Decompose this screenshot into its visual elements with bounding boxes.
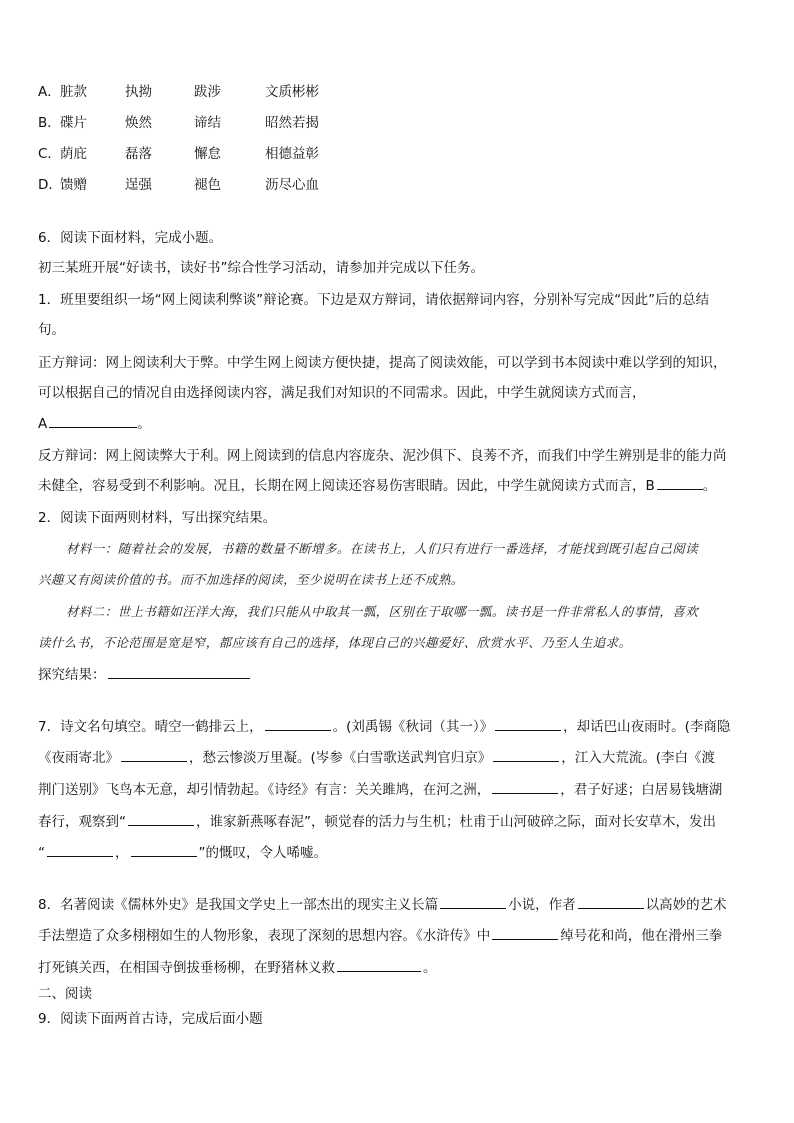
option-word-2: 逞强	[125, 177, 152, 193]
option-word-1: 碟片	[60, 115, 87, 131]
option-label: C．	[38, 146, 61, 162]
result-input[interactable]	[108, 666, 250, 679]
q8-text: 8．名著阅读《儒林外史》是我国文学史上一部杰出的现实主义长篇	[38, 897, 439, 913]
q7-text: ，	[115, 845, 129, 861]
q6-con-line1: 反方辩词：网上阅读弊大于利。网上阅读到的信息内容庞杂、泥沙俱下、良莠不齐，而我们中学生辨别是非的能力尚	[38, 448, 727, 464]
q6-task1-line1: 1．班里要组织一场“网上阅读利弊谈”辩论赛。下边是双方辩词，请依据辩词内容，分别补写完成“因此”后的总结	[38, 292, 710, 308]
q7-text: ，君子好逑；白居易钱塘湖	[560, 782, 723, 798]
q7-text: ”的慨叹，令人唏嘘。	[198, 845, 327, 861]
material-1-line2: 兴趣又有阅读价值的书。而不加选择的阅读，至少说明在读书上还不成熟。	[38, 572, 464, 587]
option-label: D．	[38, 177, 62, 193]
q7-blank-5[interactable]	[492, 781, 558, 794]
q7-line4	[38, 813, 760, 831]
q7-text: ，江入大荒流。(李白《渡	[561, 750, 716, 766]
q6-pro-line2: 可以根据自己的情况自由选择阅读内容，满足我们对知识的不同需求。因此，中学生就阅读方式而言，	[38, 385, 646, 401]
q7-text: 。(刘禹锡《秋词（其一）》	[332, 719, 494, 735]
q7-text: ，却话巴山夜雨时。(李商隐	[563, 719, 731, 735]
q6-result-line	[38, 666, 760, 684]
option-word-1: 荫庇	[60, 146, 87, 162]
option-word-3: 褪色	[194, 177, 221, 193]
q9-title: 9．阅读下面两首古诗，完成后面小题	[38, 1011, 263, 1027]
q7-text: ，谁家新燕啄春泥”，顿觉春的活力与生机；杜甫于山河破碎之际，面对长安草木，发出	[196, 814, 716, 830]
option-word-1: 馈赠	[60, 177, 87, 193]
q6-title: 6．阅读下面材料，完成小题。	[38, 230, 223, 246]
option-word-2: 焕然	[125, 115, 152, 131]
option-word-2: 执拗	[125, 84, 152, 100]
q8-blank-2[interactable]	[578, 896, 644, 909]
q7-text: 7．诗文名句填空。晴空一鹤排云上，	[38, 719, 263, 735]
q6-pro-line1: 正方辩词：网上阅读利大于弊。中学生网上阅读方便快捷，提高了阅读效能，可以学到书本阅读中难以学到的知识，	[38, 355, 727, 371]
blank-a-input[interactable]	[49, 415, 137, 428]
option-label: B．	[38, 115, 61, 131]
material-2-line2: 读什么书，不论范围是宽是窄，都应该有自己的选择，体现自己的兴趣爱好、欣赏水平、乃至人生追求。	[38, 635, 632, 650]
material-2-line1: 材料二：世上书籍如汪洋大海，我们只能从中取其一瓢，区别在于取哪一瓢。读书是一件非常私人的事情，喜欢	[66, 604, 699, 619]
q6-task1-line2: 句。	[38, 322, 65, 338]
option-word-4: 文质彬彬	[265, 84, 319, 100]
q7-blank-3[interactable]	[121, 749, 187, 762]
q6-intro: 初三某班开展“好读书，读好书”综合性学习活动，请参加并完成以下任务。	[38, 260, 484, 276]
q7-line5	[38, 844, 760, 862]
blank-a-end: 。	[137, 416, 151, 432]
option-word-3: 跋涉	[194, 84, 221, 100]
q8-line3	[38, 959, 760, 977]
q8-line1	[38, 896, 760, 914]
q7-line2	[38, 749, 760, 767]
option-word-1: 脏款	[60, 84, 87, 100]
q8-text: 。	[423, 960, 437, 976]
q6-blank-a-line	[38, 415, 760, 433]
q8-text: 打死镇关西，在相国寺倒拔垂杨柳，在野猪林义救	[38, 960, 335, 976]
q8-blank-3[interactable]	[492, 927, 558, 940]
q7-text: “	[38, 845, 45, 861]
q8-text: 绰号花和尚，他在滑州三拳	[560, 928, 723, 944]
q7-blank-7[interactable]	[47, 844, 113, 857]
q7-blank-2[interactable]	[495, 718, 561, 731]
q7-blank-4[interactable]	[493, 749, 559, 762]
option-word-2: 磊落	[125, 146, 152, 162]
q8-blank-1[interactable]	[440, 896, 506, 909]
result-label: 探究结果：	[38, 667, 106, 683]
q7-blank-8[interactable]	[131, 844, 197, 857]
option-word-3: 懈怠	[194, 146, 221, 162]
q7-line1	[38, 718, 760, 736]
q8-text: 以高妙的艺术	[645, 897, 727, 913]
material-1-line1: 材料一：随着社会的发展，书籍的数量不断增多。在读书上，人们只有进行一番选择，才能找到既引起自己阅读	[66, 541, 699, 556]
option-word-4: 沥尽心血	[265, 177, 319, 193]
blank-a-label: A	[38, 416, 48, 432]
option-word-4: 昭然若揭	[265, 115, 319, 131]
option-word-4: 相德益彰	[265, 146, 319, 162]
q7-text: 春行，观察到“	[38, 814, 126, 830]
q6-task2: 2．阅读下面两则材料，写出探究结果。	[38, 510, 277, 526]
option-word-3: 谛结	[194, 115, 221, 131]
option-label: A．	[38, 84, 61, 100]
q7-text: ，愁云惨淡万里凝。(岑参《白雪歌送武判官归京》	[189, 750, 492, 766]
q7-line3	[38, 781, 760, 799]
q8-line2	[38, 927, 760, 945]
q8-text: 小说，作者	[508, 897, 576, 913]
blank-b-input[interactable]	[657, 477, 703, 490]
section-2-heading: 二、阅读	[38, 986, 92, 1002]
q7-text: 《夜雨寄北》	[38, 750, 119, 766]
q7-text: 荆门送别》飞鸟本无意，却引情勃起。《诗经》有言：关关雎鸠，在河之洲，	[38, 782, 491, 798]
con-line2-end: 。	[702, 478, 717, 494]
q7-blank-1[interactable]	[265, 718, 331, 731]
q8-text: 手法塑造了众多栩栩如生的人物形象，表现了深刻的思想内容。《水浒传》中	[38, 928, 491, 944]
con-line2-text: 未健全，容易受到不利影响。况且，长期在网上阅读还容易伤害眼睛。因此，中学生就阅读方式而言，B	[38, 478, 655, 494]
q8-blank-4[interactable]	[337, 959, 421, 972]
q6-con-line2	[38, 477, 760, 495]
q7-blank-6[interactable]	[128, 813, 194, 826]
